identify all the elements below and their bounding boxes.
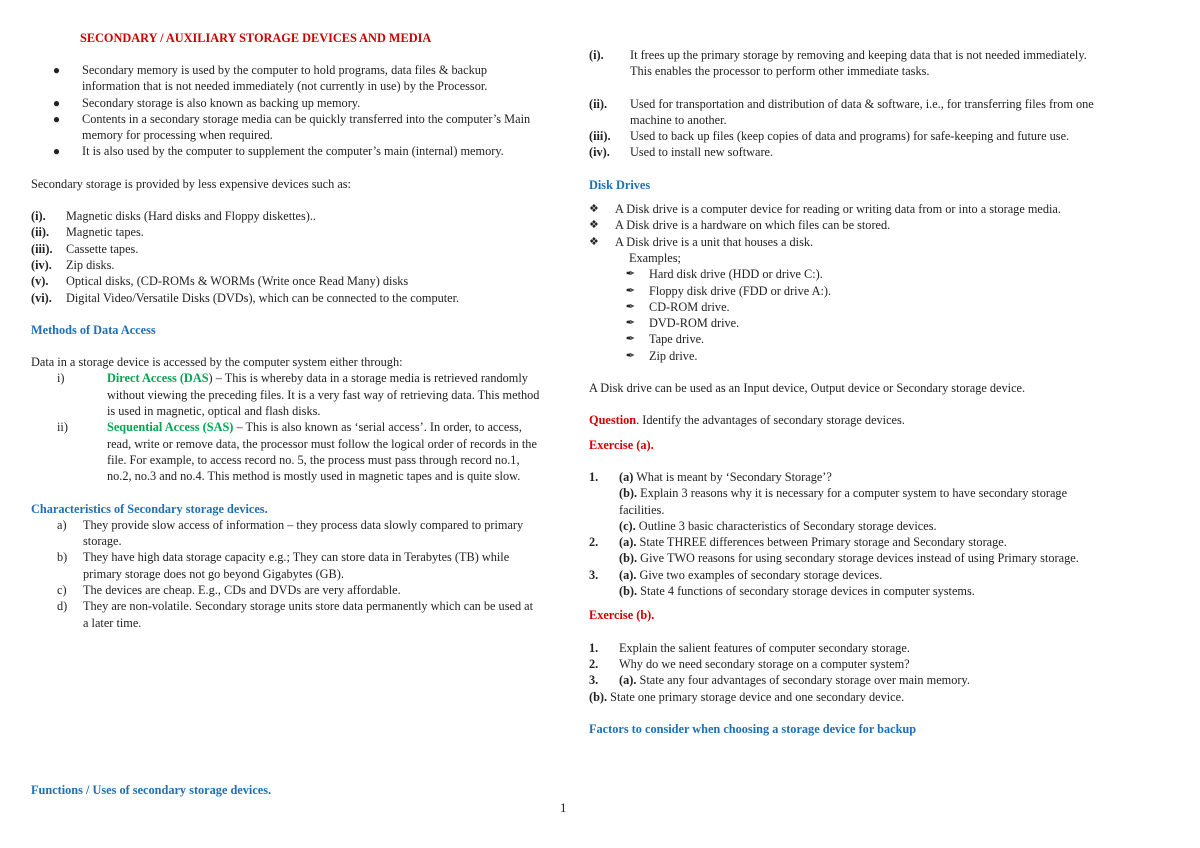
list-item: ✒ Floppy disk drive (FDD or drive A:). xyxy=(589,283,1109,299)
quill-bullet-icon: ✒ xyxy=(625,268,635,281)
list-item: ii) Sequential Access (SAS) – This is also known as ‘serial access’. In order, to access, read, write or remove data, the processor must follow the logical order of records in the file. For example, to access record no. 5, the process must pass through record no.1, no.2, no.3 and no.4. This method is mostly used in magnetic tapes and is quite slow. xyxy=(57,420,537,484)
list-item: (iii). Used to back up files (keep copies of data and programs) for safe-keeping and future use. xyxy=(589,129,1070,144)
disk-bullet-list xyxy=(589,201,1109,250)
methods-list xyxy=(31,370,541,484)
list-item: (iii). Cassette tapes. xyxy=(31,241,139,256)
quill-bullet-icon: ✒ xyxy=(625,317,635,330)
list-item: ● Secondary storage is also known as backing up memory. xyxy=(31,95,541,111)
bullet-icon: ● xyxy=(52,95,61,110)
quill-bullet-icon: ✒ xyxy=(625,300,635,313)
list-item: (i). It frees up the primary storage by removing and keeping data that is not needed immediately. This enables the processor to perform other immediate tasks. xyxy=(589,48,1087,79)
exercise-a-list xyxy=(589,469,1109,599)
methods-intro: Data in a storage device is accessed by the computer system either through: xyxy=(31,355,403,370)
list-item: b) They have high data storage capacity e.g.; They can store data in Terabytes (TB) while primary storage does not go beyond Gigabytes (GB). xyxy=(57,550,510,581)
methods-heading: Methods of Data Access xyxy=(31,322,156,337)
list-item: i) Direct Access (DAS) – This is whereby data in a storage media is retrieved randomly without viewing the preceding files. It is a very fast way of retrieving data. This method is used in magnetic, optical and flash disks. xyxy=(57,371,540,419)
term-sequential-access: Sequential Access (SAS) xyxy=(107,420,234,435)
quill-bullet-icon: ✒ xyxy=(625,284,635,297)
list-item: ● It is also used by the computer to supplement the computer’s main (internal) memory. xyxy=(31,143,541,159)
functions-heading: Functions / Uses of secondary storage devices. xyxy=(31,783,272,797)
page-number: 1 xyxy=(560,800,567,815)
list-item: ❖ A Disk drive is a hardware on which files can be stored. xyxy=(589,218,891,233)
diamond-bullet-icon: ❖ xyxy=(589,203,599,216)
intro-bullet-list xyxy=(31,62,541,160)
list-item: ✒ Zip drive. xyxy=(589,348,1109,364)
list-item: (ii). Used for transportation and distribution of data & software, i.e., for transferring files from one machine to another. xyxy=(589,96,1094,127)
term-direct-access: Direct Access (DAS xyxy=(107,371,209,386)
list-item: a) They provide slow access of information – they process data slowly compared to primary storage. xyxy=(57,517,524,549)
device-list xyxy=(31,208,541,306)
left-column xyxy=(31,62,541,631)
list-item: ✒ DVD-ROM drive. xyxy=(589,315,1109,331)
list-item: ❖ A Disk drive is a computer device for reading or writing data from or into a storage media. xyxy=(589,202,1061,217)
exercise-b-heading: Exercise (b). xyxy=(589,608,655,623)
characteristics-list xyxy=(31,517,541,631)
question-line: Question. Identify the advantages of secondary storage devices. xyxy=(589,413,905,428)
list-item: ✒ Hard disk drive (HDD or drive C:). xyxy=(589,266,1109,282)
examples-label: Examples; xyxy=(629,250,681,265)
list-item: 2. (a). State THREE differences between Primary storage and Secondary storage. (b). Give TWO reasons for using secondary storage devices instead of using Primary storage. xyxy=(589,535,1079,566)
list-item: (ii). Magnetic tapes. xyxy=(31,225,144,240)
list-item: ✒ Tape drive. xyxy=(589,331,1109,347)
diamond-bullet-icon: ❖ xyxy=(589,235,599,248)
quill-bullet-icon: ✒ xyxy=(625,349,635,362)
list-item: 1. Explain the salient features of computer secondary storage. xyxy=(589,640,910,655)
characteristics-heading: Characteristics of Secondary storage devices. xyxy=(31,501,268,516)
disk-drives-heading: Disk Drives xyxy=(589,177,651,192)
examples-list xyxy=(589,266,1109,364)
list-item: 1. (a) What is meant by ‘Secondary Storage’? (b). Explain 3 reasons why it is necessary for a computer system to have secondary storage facilities. (c). Outline 3 basic characteristics of Secondary storage devices. xyxy=(589,469,1068,533)
list-item: (iv). Zip disks. xyxy=(31,257,115,272)
list-item: (iv). Used to install new software. xyxy=(589,145,774,160)
diamond-bullet-icon: ❖ xyxy=(589,219,599,232)
right-column xyxy=(589,47,1109,737)
exercise-b-list xyxy=(589,640,1109,705)
list-item: (i). Magnetic disks (Hard disks and Floppy diskettes).. xyxy=(31,209,317,224)
list-item: ✒ CD-ROM drive. xyxy=(589,299,1109,315)
list-item: 3. (a). State any four advantages of secondary storage over main memory. xyxy=(589,673,970,688)
list-item: 2. Why do we need secondary storage on a computer system? xyxy=(589,656,910,671)
bullet-icon: ● xyxy=(52,63,61,77)
list-item: 3. (a). Give two examples of secondary storage devices. (b). State 4 functions of secondary storage devices in computer systems. xyxy=(589,567,975,599)
list-item: (b). State one primary storage device and one secondary device. xyxy=(589,689,905,704)
quill-bullet-icon: ✒ xyxy=(625,333,635,346)
page-title: SECONDARY / AUXILIARY STORAGE DEVICES AND MEDIA xyxy=(80,31,432,45)
factors-heading: Factors to consider when choosing a storage device for backup xyxy=(589,721,917,736)
bullet-icon: ● xyxy=(52,111,61,126)
list-item: ● Secondary memory is used by the computer to hold programs, data files & backup information that is not needed immediately (not currently in use) by the Processor. xyxy=(31,62,541,95)
list-item: ❖ A Disk drive is a unit that houses a disk. xyxy=(589,234,814,249)
list-item: (vi). Digital Video/Versatile Disks (DVDs), which can be connected to the computer. xyxy=(31,290,460,305)
exercise-a-heading: Exercise (a). xyxy=(589,437,654,452)
bullet-icon: ● xyxy=(52,144,61,159)
list-item: (v). Optical disks, (CD-ROMs & WORMs (Write once Read Many) disks xyxy=(31,274,409,289)
list-item: ● Contents in a secondary storage media can be quickly transferred into the computer’s Main memory for processing when required. xyxy=(31,111,541,144)
list-item: d) They are non-volatile. Secondary storage units store data permanently which can be used at a later time. xyxy=(57,599,534,630)
disk-usage-text: A Disk drive can be used as an Input device, Output device or Secondary storage device. xyxy=(589,381,1026,396)
provided-by-text: Secondary storage is provided by less expensive devices such as: xyxy=(31,176,351,191)
functions-list xyxy=(589,47,1109,161)
list-item: c) The devices are cheap. E.g., CDs and DVDs are very affordable. xyxy=(57,583,401,598)
